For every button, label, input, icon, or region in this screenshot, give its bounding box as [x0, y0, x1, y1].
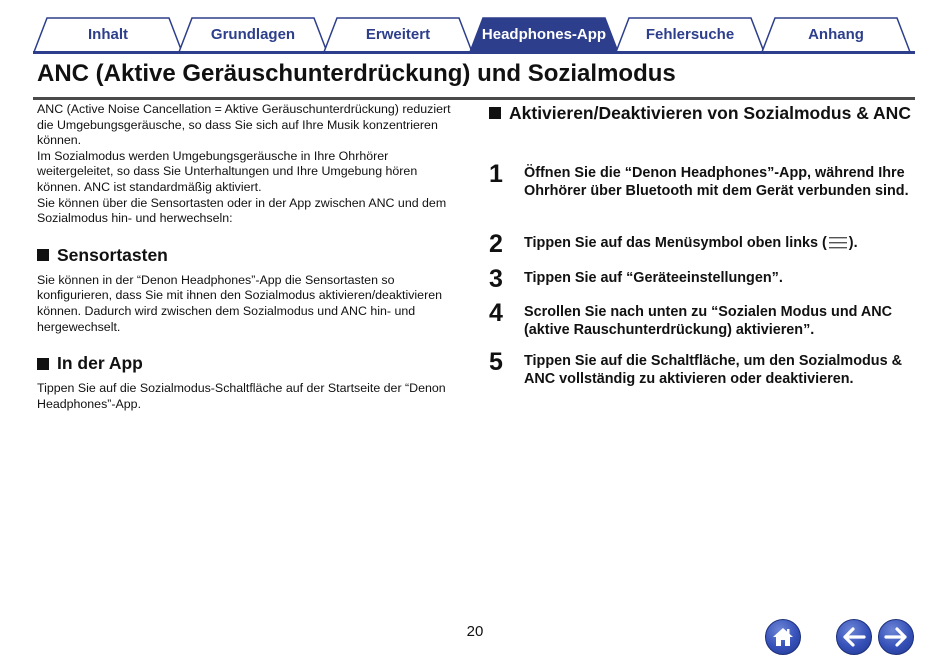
tab-grundlagen[interactable] [178, 17, 328, 51]
square-bullet-icon [37, 249, 49, 261]
tab-anhang[interactable] [761, 17, 911, 51]
section-text: Sie können in der “Denon Headphones”-App die Sensortasten so konfigurieren, dass Sie mit ihnen den Sozialmodus aktivieren/deaktivieren können. Dadurch wird zwischen dem Sozialmodus und ANC hin- und hergewechselt. [37, 272, 442, 334]
step-number: 1 [489, 160, 503, 188]
step-text [524, 234, 919, 252]
tab-inhalt[interactable] [33, 17, 183, 51]
home-icon [771, 626, 795, 648]
step-text: Tippen Sie auf “Geräteeinstellungen”. [524, 270, 783, 286]
tab-label: Fehlersuche [645, 25, 735, 43]
title-divider [33, 97, 915, 100]
tab-label: Anhang [808, 25, 864, 43]
tab-label: Erweitert [365, 25, 431, 43]
tab-label: Inhalt [88, 25, 128, 43]
square-bullet-icon [489, 107, 501, 119]
step-number: 4 [489, 299, 503, 327]
procedure-heading [489, 102, 919, 124]
intro-paragraph: Sie können über die Sensortasten oder in der App zwischen ANC und dem Sozialmodus hin- und herwechseln: [37, 195, 447, 226]
menu-icon [829, 236, 847, 249]
back-button[interactable] [836, 619, 872, 655]
procedure-heading-label: Aktivieren/Deaktivieren von Sozialmodus & ANC [509, 103, 911, 123]
step-text: Tippen Sie auf die Schaltfläche, um den Sozialmodus & ANC vollständig zu aktivieren oder deaktivieren. [524, 353, 902, 387]
page-number: 20 [466, 623, 484, 640]
home-button[interactable] [765, 619, 801, 655]
section-heading-in-der-app [37, 353, 462, 374]
step-text-before: Tippen Sie auf das Menüsymbol oben links ( [524, 235, 827, 251]
forward-button[interactable] [878, 619, 914, 655]
tab-bar-divider [33, 51, 915, 54]
section-text: Tippen Sie auf die Sozialmodus-Schaltfläche auf der Startseite der “Denon Headphones”-App. [37, 381, 446, 411]
intro-paragraph: Im Sozialmodus werden Umgebungsgeräusche in Ihre Ohrhörer weitergeleitet, so dass Sie Unterhaltungen und Ihre Umgebung hören können. ANC ist standardmäßig aktiviert. [37, 148, 418, 194]
arrow-right-icon [884, 627, 908, 647]
step-text: Scrollen Sie nach unten zu “Sozialen Modus und ANC (aktive Rauschunterdrückung) aktivieren”. [524, 304, 893, 338]
step-text: Öffnen Sie die “Denon Headphones”-App, während Ihre Ohrhörer über Bluetooth mit dem Gerät verbunden sind. [524, 165, 909, 199]
tab-fehlersuche[interactable] [615, 17, 765, 51]
square-bullet-icon [37, 358, 49, 370]
tab-bar [33, 17, 915, 53]
right-column [489, 102, 919, 387]
page-title: ANC (Aktive Geräuschunterdrückung) und Sozialmodus [37, 60, 676, 87]
arrow-left-icon [842, 627, 866, 647]
section-heading-sensortasten [37, 245, 462, 266]
tab-label: Grundlagen [210, 25, 296, 43]
step-text-after: ). [848, 235, 858, 251]
section-heading-label: Sensortasten [57, 244, 168, 265]
section-heading-label: In der App [57, 353, 143, 374]
step-number: 2 [489, 230, 503, 258]
tab-headphones-app[interactable] [469, 17, 619, 51]
step-number: 5 [489, 348, 503, 376]
tab-label: Headphones-App [481, 25, 607, 43]
step-number: 3 [489, 265, 503, 293]
intro-paragraph: ANC (Active Noise Cancellation = Aktive Geräuschunterdrückung) reduziert die Umgebungsgeräusche, so dass Sie sich auf Ihre Musik konzentrieren können. [37, 102, 451, 148]
tab-erweitert[interactable] [323, 17, 473, 51]
left-column [37, 102, 462, 412]
